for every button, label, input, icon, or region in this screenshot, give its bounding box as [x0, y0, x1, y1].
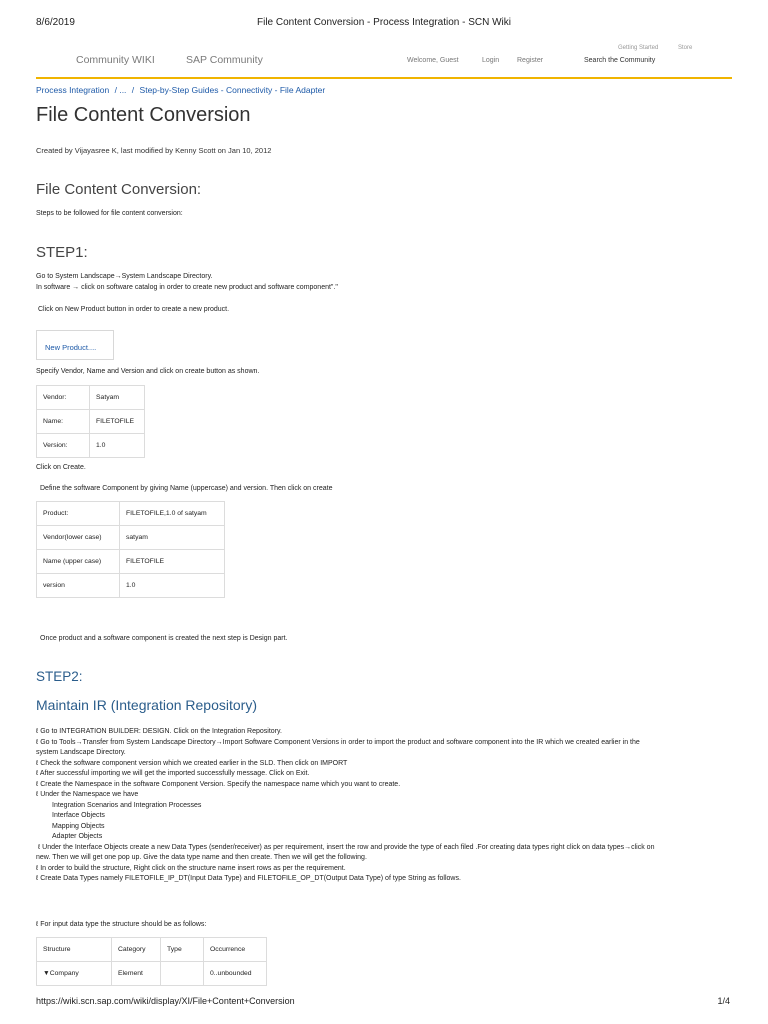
- list-item: [36, 853, 728, 864]
- vendor-table: [36, 385, 145, 458]
- list-item: [36, 759, 728, 770]
- breadcrumb: [36, 85, 328, 95]
- list-item-text: Create Data Types namely FILETOFILE_IP_DT(Input Data Type) and FILETOFILE_OP_DT(Output Data Type) of type String as follows.: [40, 875, 461, 882]
- table-row: [37, 962, 267, 986]
- list-item-text: Create the Namespace in the software Component Version. Specify the namespace name which you want to create.: [40, 780, 401, 788]
- input-structure-table: [36, 937, 267, 986]
- list-item: [36, 864, 728, 875]
- table-cell: FILETOFILE: [120, 550, 225, 574]
- table-cell: Vendor:: [37, 386, 90, 410]
- table-cell: ▼Company: [37, 962, 112, 986]
- step2-bullets: [36, 727, 728, 885]
- sap-community-link[interactable]: SAP Community: [186, 54, 263, 66]
- list-item-text: Go to INTEGRATION BUILDER: DESIGN. Click on the Integration Repository.: [40, 728, 282, 735]
- step1-line5: Click on Create.: [36, 464, 86, 471]
- list-item-text: new. Then we will get one pop up. Give the data type name and then create. Then we will get the following.: [36, 854, 367, 861]
- sub-list-item: Interface Objects: [52, 812, 105, 819]
- table-cell: Element: [112, 962, 161, 986]
- new-product-button-image: [36, 330, 114, 360]
- section-intro: Steps to be followed for file content conversion:: [36, 210, 183, 217]
- table-row: [37, 550, 225, 574]
- list-item: [36, 790, 728, 801]
- step1-heading: STEP1:: [36, 244, 88, 261]
- bullet-glyph: ℓ: [37, 843, 41, 851]
- list-item: [36, 738, 728, 749]
- bullet-glyph: ℓ: [36, 780, 39, 788]
- table-row: [37, 386, 145, 410]
- welcome-text: Welcome, Guest: [407, 57, 459, 64]
- bullet-glyph: ℓ: [36, 759, 39, 767]
- list-item-text: system Landscape Directory.: [36, 749, 126, 756]
- table-cell: Name:: [37, 410, 90, 434]
- table-cell: 1.0: [120, 574, 225, 598]
- breadcrumb-item-step-by-step[interactable]: Step-by-Step Guides - Connectivity - File Adapter: [139, 85, 326, 95]
- table-row: [37, 434, 145, 458]
- step1-line2: In software → click on software catalog in order to create new product and software component".": [36, 284, 338, 291]
- table-cell: [161, 962, 204, 986]
- register-link[interactable]: Register: [517, 57, 544, 64]
- list-item-text: For input data type the structure should be as follows:: [40, 921, 207, 928]
- community-wiki-link[interactable]: Community WIKI: [76, 54, 155, 66]
- table-cell: satyam: [120, 526, 225, 550]
- page-title: File Content Conversion: [36, 104, 251, 126]
- print-page-title: File Content Conversion - Process Integration - SCN Wiki: [257, 17, 511, 28]
- table-cell: 1.0: [90, 434, 145, 458]
- table-header-cell: Structure: [37, 938, 112, 962]
- table-cell: Product:: [37, 502, 120, 526]
- breadcrumb-ellipsis[interactable]: / ...: [114, 85, 127, 95]
- step1-line7: Once product and a software component is created the next step is Design part.: [40, 635, 288, 642]
- bullet-glyph: ℓ: [36, 728, 39, 735]
- bullet-glyph: ℓ: [36, 791, 39, 798]
- table-header-cell: Type: [161, 938, 204, 962]
- section-heading: File Content Conversion:: [36, 181, 202, 198]
- bullet-glyph: ℓ: [36, 738, 39, 746]
- login-link[interactable]: Login: [482, 57, 500, 64]
- step1-line4: Specify Vendor, Name and Version and click on create button as shown.: [36, 368, 260, 375]
- print-footer-page: 1/4: [717, 996, 730, 1006]
- sub-list-item: Adapter Objects: [52, 833, 103, 840]
- table-header-row: [37, 938, 267, 962]
- table-cell: Satyam: [90, 386, 145, 410]
- new-product-label: New Product....: [45, 343, 97, 352]
- header-divider: [36, 77, 732, 79]
- step1-line6: Define the software Component by giving Name (uppercase) and version. Then click on create: [40, 485, 333, 492]
- list-item-text: After successful importing we will get the imported successfully message. Click on Exit.: [39, 770, 310, 777]
- list-item: [36, 874, 728, 885]
- step1-line3: Click on New Product button in order to create a new product.: [38, 306, 230, 313]
- list-item-text: Under the Interface Objects create a new Data Types (sender/receiver) as per requirement, insert the row and provide the type of each filed .For creating data types right click on data types→click on: [42, 843, 655, 851]
- input-structure-line: [36, 920, 206, 931]
- table-cell: version: [37, 574, 120, 598]
- list-item-text: In order to build the structure, Right click on the structure name insert rows as per the requirement.: [40, 864, 346, 872]
- list-item: [36, 769, 728, 780]
- table-header-cell: Occurrence: [204, 938, 267, 962]
- bullet-glyph: ℓ: [36, 875, 39, 882]
- list-item-text: Go to Tools→Transfer from System Landscape Directory→Import Software Component Versions in order to import the product and software component into the IR which we created earlier in the: [40, 738, 640, 746]
- step2-heading: STEP2:: [36, 669, 83, 684]
- step1-line1: Go to System Landscape→System Landscape Directory.: [36, 273, 213, 280]
- site-header: [36, 40, 732, 78]
- print-date: 8/6/2019: [36, 17, 75, 28]
- step2-subheading: Maintain IR (Integration Repository): [36, 697, 257, 713]
- list-item: [36, 843, 728, 854]
- bullet-glyph: ℓ: [36, 770, 39, 777]
- list-item: [36, 727, 728, 738]
- table-header-cell: Category: [112, 938, 161, 962]
- table-cell: Name (upper case): [37, 550, 120, 574]
- table-row: [37, 502, 225, 526]
- table-cell: FILETOFILE: [90, 410, 145, 434]
- list-item: [36, 748, 728, 759]
- breadcrumb-separator: /: [131, 85, 135, 95]
- list-item-text: Under the Namespace we have: [40, 791, 139, 798]
- table-cell: 0..unbounded: [204, 962, 267, 986]
- table-row: [37, 574, 225, 598]
- list-item-text: Check the software component version which we created earlier in the SLD. Then click on IMPORT: [40, 759, 348, 767]
- software-component-table: [36, 501, 225, 598]
- list-item: [36, 780, 728, 791]
- search-community-link[interactable]: Search the Community: [584, 57, 656, 64]
- table-row: [37, 526, 225, 550]
- store-link[interactable]: Store: [678, 45, 693, 51]
- table-cell: Version:: [37, 434, 90, 458]
- breadcrumb-item-process-integration[interactable]: Process Integration: [36, 85, 110, 95]
- print-footer-url: https://wiki.scn.sap.com/wiki/display/XI/File+Content+Conversion: [36, 996, 295, 1006]
- table-cell: Vendor(lower case): [37, 526, 120, 550]
- bullet-glyph: ℓ: [36, 921, 39, 928]
- sub-list-item: Mapping Objects: [52, 822, 105, 830]
- sub-list-item: Integration Scenarios and Integration Processes: [52, 801, 202, 809]
- bullet-glyph: ℓ: [36, 864, 39, 872]
- getting-started-link[interactable]: Getting Started: [618, 45, 659, 51]
- page-meta: Created by Vijayasree K, last modified by Kenny Scott on Jan 10, 2012: [36, 146, 272, 155]
- table-cell: FILETOFILE,1.0 of satyam: [120, 502, 225, 526]
- table-row: [37, 410, 145, 434]
